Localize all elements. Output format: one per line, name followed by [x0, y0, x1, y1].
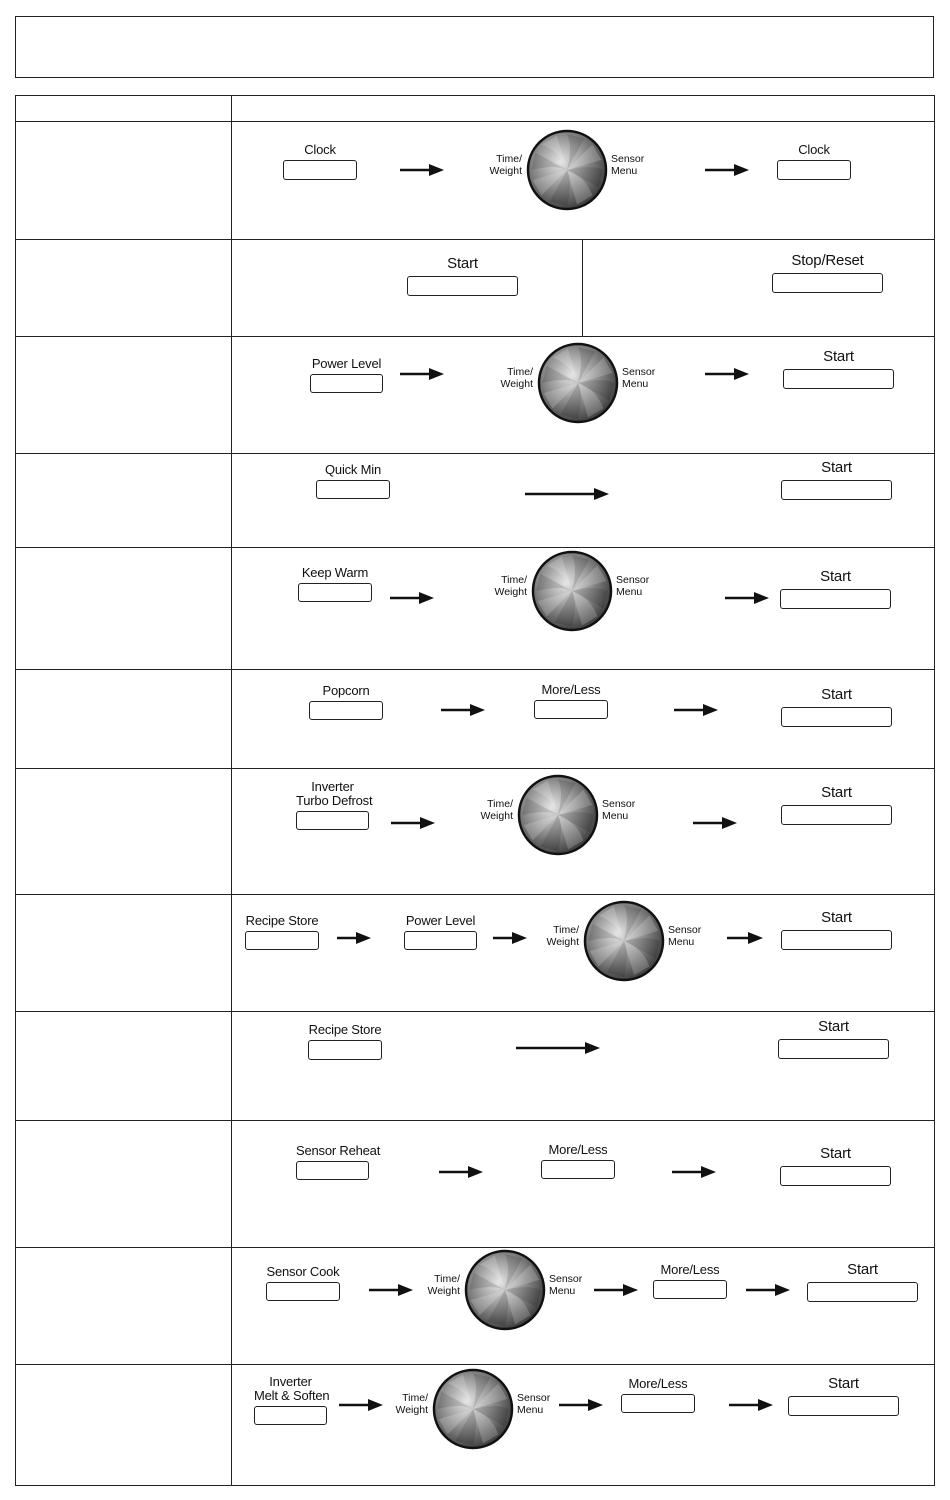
dial-right-label: Sensor Menu	[668, 924, 702, 948]
start-button-row11-label: Start	[847, 1261, 878, 1278]
power-level-button-1[interactable]	[310, 357, 383, 393]
arrow-right-icon	[400, 367, 444, 381]
clock-button-1-label: Clock	[304, 142, 336, 157]
time-weight-sensor-menu-dial[interactable]	[432, 1368, 514, 1450]
more-less-button-row6[interactable]	[534, 683, 608, 719]
start-button-row10-label: Start	[820, 1145, 851, 1162]
more-less-button-row10[interactable]	[541, 1143, 615, 1179]
dial-right-label: Sensor Menu	[622, 366, 656, 390]
dial-knob-icon	[464, 1249, 546, 1331]
arrow-right-icon	[559, 1398, 603, 1412]
dial-right-label: Sensor Menu	[549, 1273, 583, 1297]
start-button-row4-label: Start	[821, 459, 852, 476]
feature-label-cell	[15, 1011, 232, 1120]
sensor-cook-button-label: Sensor Cook	[266, 1264, 340, 1279]
stop-reset-button-label: Stop/Reset	[791, 252, 864, 269]
feature-label-cell	[15, 669, 232, 768]
start-button-row4[interactable]	[781, 460, 892, 500]
arrow-right-icon	[337, 931, 371, 945]
feature-label-cell	[15, 95, 232, 121]
popcorn-button-key[interactable]	[309, 701, 383, 720]
recipe-store-button-2-key[interactable]	[308, 1040, 382, 1060]
feature-label-cell	[15, 336, 232, 453]
feature-label-cell	[15, 121, 232, 239]
feature-label-cell	[15, 453, 232, 547]
start-button-row8-label: Start	[821, 909, 852, 926]
inverter-turbo-defrost-button-label: Turbo Defrost	[296, 793, 373, 808]
arrow-right-icon	[672, 1165, 716, 1179]
time-weight-sensor-menu-dial[interactable]	[537, 342, 619, 424]
dial-right-label: Sensor Menu	[517, 1392, 551, 1416]
feature-label-cell	[15, 1247, 232, 1364]
title-box	[15, 16, 934, 78]
popcorn-button-label: Popcorn	[322, 683, 370, 698]
dial-knob-icon	[583, 900, 665, 982]
start-button-row6-label: Start	[821, 686, 852, 703]
start-button-row3-key[interactable]	[783, 369, 894, 389]
start-button-row9[interactable]	[778, 1019, 889, 1059]
dial-left-label: Time/ Weight	[480, 798, 513, 822]
stop-reset-button-key[interactable]	[772, 273, 883, 293]
start-button-row9-label: Start	[818, 1018, 849, 1035]
row-divider	[15, 1485, 935, 1486]
dial-right-label: Sensor Menu	[611, 153, 645, 177]
arrow-right-icon	[516, 1041, 600, 1055]
more-less-button-row11-key[interactable]	[653, 1280, 727, 1299]
start-button-row7[interactable]	[781, 785, 892, 825]
power-level-button-2-label: Power Level	[405, 913, 476, 928]
feature-label-cell	[15, 1364, 232, 1485]
start-button-row3-label: Start	[823, 348, 854, 365]
cell-divider	[582, 239, 583, 336]
inverter-melt-soften-button-label: Melt & Soften	[254, 1388, 330, 1403]
start-button-row11[interactable]	[807, 1262, 918, 1302]
dial-knob-icon	[432, 1368, 514, 1450]
sensor-cook-button-key[interactable]	[266, 1282, 340, 1301]
dial-knob-icon	[517, 774, 599, 856]
start-button-row7-label: Start	[821, 784, 852, 801]
time-weight-sensor-menu-dial[interactable]	[583, 900, 665, 982]
arrow-right-icon	[727, 931, 763, 945]
feature-label-cell	[15, 894, 232, 1011]
start-button-row9-key[interactable]	[778, 1039, 889, 1059]
feature-label-cell	[15, 239, 232, 336]
arrow-right-icon	[439, 1165, 483, 1179]
recipe-store-button-2-label: Recipe Store	[308, 1022, 382, 1037]
arrow-right-icon	[400, 163, 444, 177]
more-less-button-row10-key[interactable]	[541, 1160, 615, 1179]
dial-right-label: Sensor Menu	[616, 574, 650, 598]
keep-warm-button[interactable]	[298, 566, 372, 602]
sensor-reheat-button-key[interactable]	[296, 1161, 369, 1180]
arrow-right-icon	[725, 591, 769, 605]
dial-left-label: Time/ Weight	[500, 366, 533, 390]
feature-label-cell	[15, 1120, 232, 1247]
start-button-row3[interactable]	[783, 349, 894, 389]
sensor-reheat-button[interactable]	[296, 1143, 381, 1180]
dial-left-label: Time/ Weight	[489, 153, 522, 177]
recipe-store-button-1-key[interactable]	[245, 931, 319, 950]
arrow-right-icon	[705, 367, 749, 381]
arrow-right-icon	[525, 487, 609, 501]
dial-knob-icon	[526, 129, 608, 211]
clock-button-2[interactable]	[777, 143, 851, 180]
start-button-row5-key[interactable]	[780, 589, 891, 609]
recipe-store-button-2[interactable]	[308, 1023, 382, 1060]
more-less-button-row6-label: More/Less	[541, 682, 601, 697]
clock-button-2-label: Clock	[798, 142, 830, 157]
inverter-melt-soften-button[interactable]	[254, 1374, 330, 1425]
power-level-button-2-key[interactable]	[404, 931, 477, 950]
arrow-right-icon	[693, 816, 737, 830]
dial-left-label: Time/ Weight	[494, 574, 527, 598]
dial-knob-icon	[537, 342, 619, 424]
start-button-row5-label: Start	[820, 568, 851, 585]
feature-label-cell	[15, 547, 232, 669]
stop-reset-button[interactable]	[772, 253, 883, 293]
start-button-row2-label: Start	[447, 255, 478, 272]
clock-button-1-key[interactable]	[283, 160, 357, 180]
inverter-melt-soften-button-label: Inverter	[269, 1374, 312, 1389]
start-button-row2[interactable]	[407, 256, 518, 296]
arrow-right-icon	[493, 931, 527, 945]
start-button-row12-label: Start	[828, 1375, 859, 1392]
start-button-row12[interactable]	[788, 1376, 899, 1416]
start-button-row2-key[interactable]	[407, 276, 518, 296]
clock-button-2-key[interactable]	[777, 160, 851, 180]
time-weight-sensor-menu-dial[interactable]	[526, 129, 608, 211]
more-less-button-row12[interactable]	[621, 1377, 695, 1413]
keep-warm-button-label: Keep Warm	[301, 565, 369, 580]
inverter-turbo-defrost-button-label: Inverter	[311, 779, 354, 794]
recipe-store-button-1[interactable]	[245, 914, 319, 950]
time-weight-sensor-menu-dial[interactable]	[517, 774, 599, 856]
arrow-right-icon	[729, 1398, 773, 1412]
inverter-turbo-defrost-button-key[interactable]	[296, 811, 369, 830]
start-button-row10[interactable]	[780, 1146, 891, 1186]
arrow-right-icon	[441, 703, 485, 717]
more-less-button-row11[interactable]	[653, 1263, 727, 1299]
start-button-row8-key[interactable]	[781, 930, 892, 950]
more-less-button-row10-label: More/Less	[548, 1142, 608, 1157]
start-button-row6-key[interactable]	[781, 707, 892, 727]
arrow-right-icon	[391, 816, 435, 830]
keep-warm-button-key[interactable]	[298, 583, 372, 602]
arrow-right-icon	[390, 591, 434, 605]
start-button-row6[interactable]	[781, 687, 892, 727]
dial-left-label: Time/ Weight	[427, 1273, 460, 1297]
arrow-right-icon	[674, 703, 718, 717]
inverter-melt-soften-button-key[interactable]	[254, 1406, 327, 1425]
arrow-right-icon	[705, 163, 749, 177]
arrow-right-icon	[594, 1283, 638, 1297]
inverter-turbo-defrost-button[interactable]	[296, 779, 373, 830]
clock-button-1[interactable]	[283, 143, 357, 180]
quick-min-button[interactable]	[316, 463, 390, 499]
start-button-row10-key[interactable]	[780, 1166, 891, 1186]
sensor-cook-button[interactable]	[266, 1265, 340, 1301]
more-less-button-row11-label: More/Less	[660, 1262, 720, 1277]
more-less-button-row6-key[interactable]	[534, 700, 608, 719]
dial-left-label: Time/ Weight	[546, 924, 579, 948]
time-weight-sensor-menu-dial[interactable]	[531, 550, 613, 632]
start-button-row12-key[interactable]	[788, 1396, 899, 1416]
popcorn-button[interactable]	[309, 684, 383, 720]
sensor-reheat-button-label: Sensor Reheat	[296, 1143, 381, 1158]
more-less-button-row12-label: More/Less	[628, 1376, 688, 1391]
start-button-row7-key[interactable]	[781, 805, 892, 825]
power-level-button-1-label: Power Level	[311, 356, 382, 371]
start-button-row11-key[interactable]	[807, 1282, 918, 1302]
more-less-button-row12-key[interactable]	[621, 1394, 695, 1413]
dial-right-label: Sensor Menu	[602, 798, 636, 822]
recipe-store-button-1-label: Recipe Store	[245, 913, 319, 928]
start-button-row5[interactable]	[780, 569, 891, 609]
quick-min-button-label: Quick Min	[325, 462, 381, 477]
dial-knob-icon	[531, 550, 613, 632]
arrow-right-icon	[746, 1283, 790, 1297]
dial-left-label: Time/ Weight	[395, 1392, 428, 1416]
power-level-button-2[interactable]	[404, 914, 477, 950]
time-weight-sensor-menu-dial[interactable]	[464, 1249, 546, 1331]
start-button-row8[interactable]	[781, 910, 892, 950]
power-level-button-1-key[interactable]	[310, 374, 383, 393]
quick-min-button-key[interactable]	[316, 480, 390, 499]
start-button-row4-key[interactable]	[781, 480, 892, 500]
feature-label-cell	[15, 768, 232, 894]
